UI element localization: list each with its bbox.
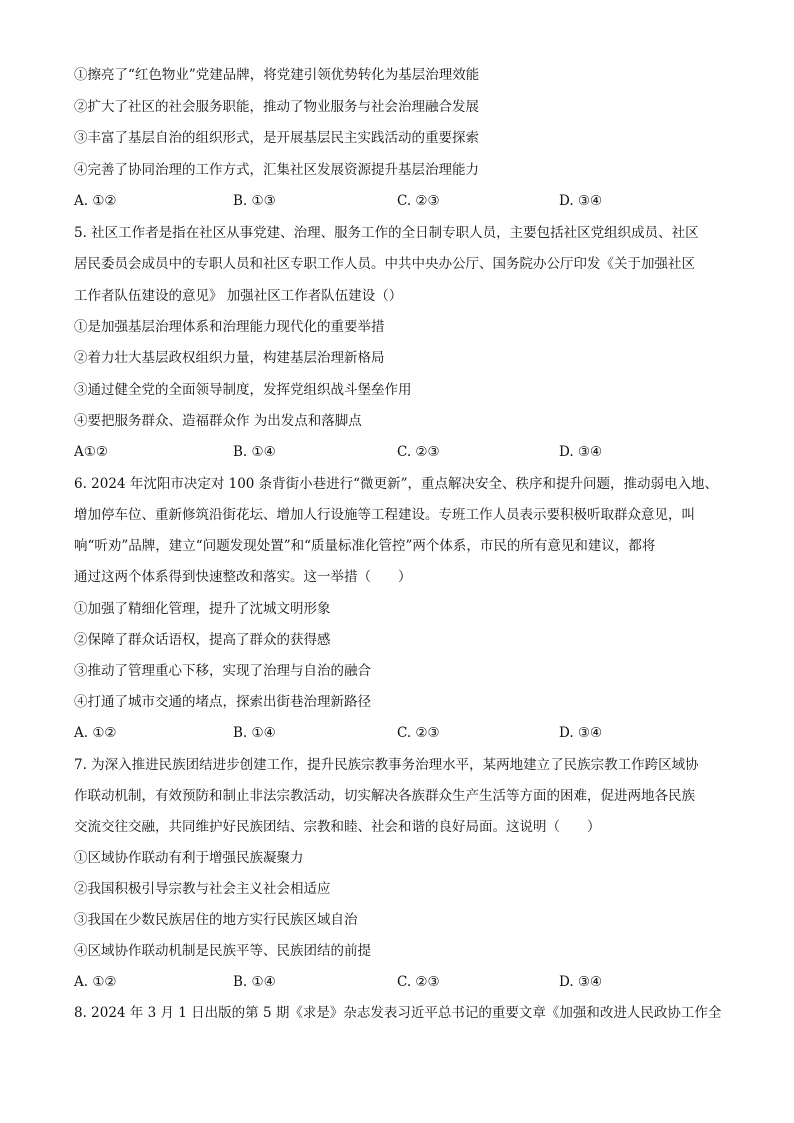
question-6-stem-line: 通过这两个体系得到快速整改和落实。这一举措（ ） <box>74 569 412 585</box>
option-d: D. ③④ <box>559 725 603 741</box>
option-c: C. ②③ <box>397 974 440 990</box>
statement-line: ②扩大了社区的社会服务职能，推动了物业服务与社会治理融合发展 <box>74 99 479 115</box>
option-a: A. ①② <box>74 725 117 741</box>
option-c: C. ②③ <box>397 725 440 741</box>
statement-line: ④完善了协同治理的工作方式，汇集社区发展资源提升基层治理能力 <box>74 162 479 178</box>
option-a: A①② <box>74 444 108 460</box>
statement-line: ④打通了城市交通的堵点，探索出街巷治理新路径 <box>74 694 371 710</box>
statement-line: ③丰富了基层自治的组织形式，是开展基层民主实践活动的重要探索 <box>74 130 479 146</box>
question-7-stem-line: 作联动机制，有效预防和制止非法宗教活动，切实解决各族群众生产生活等方面的困难，促进两地各民族 <box>74 788 695 804</box>
option-b: B. ①④ <box>233 444 276 460</box>
question-7-stem-line: 交流交往交融，共同维护好民族团结、宗教和睦、社会和谐的良好局面。这说明（ ） <box>74 819 601 835</box>
statement-line: ②我国积极引导宗教与社会主义社会相适应 <box>74 881 331 897</box>
option-b: B. ①④ <box>233 974 276 990</box>
question-7-stem-line: 7. 为深入推进民族团结进步创建工作，提升民族宗教事务治理水平，某两地建立了民族宗教工作跨区域协 <box>74 757 699 773</box>
question-6-stem-line: 6. 2024 年沈阳市决定对 100 条背街小巷进行“微更新”，重点解决安全、秩序和提升问题，推动弱电入地、 <box>74 476 718 492</box>
statement-line: ③推动了管理重心下移，实现了治理与自治的融合 <box>74 663 371 679</box>
statement-line: ②保障了群众话语权，提高了群众的获得感 <box>74 632 331 648</box>
option-d: D. ③④ <box>559 444 603 460</box>
statement-line: ①擦亮了“红色物业”党建品牌，将党建引领优势转化为基层治理效能 <box>74 67 480 83</box>
question-6-stem-line: 响“听劝”品牌，建立“问题发现处置”和“质量标准化管控”两个体系，市民的所有意见和建议，都将 <box>74 538 656 554</box>
question-5-stem-line: 5. 社区工作者是指在社区从事党建、治理、服务工作的全日制专职人员，主要包括社区党组织成员、社区 <box>74 225 699 241</box>
option-b: B. ①③ <box>233 193 276 209</box>
answer-options <box>74 724 734 742</box>
answer-options <box>74 192 734 210</box>
statement-line: ①加强了精细化管理，提升了沈城文明形象 <box>74 601 331 617</box>
option-d: D. ③④ <box>559 974 603 990</box>
answer-options <box>74 973 734 991</box>
statement-line: ④要把服务群众、造福群众作 为出发点和落脚点 <box>74 413 362 429</box>
option-b: B. ①④ <box>233 725 276 741</box>
option-a: A. ①② <box>74 974 117 990</box>
statement-line: ④区域协作联动机制是民族平等、民族团结的前提 <box>74 943 371 959</box>
option-c: C. ②③ <box>397 444 440 460</box>
statement-line: ①是加强基层治理体系和治理能力现代化的重要举措 <box>74 319 385 335</box>
statement-line: ②着力壮大基层政权组织力量，构建基层治理新格局 <box>74 350 385 366</box>
question-5-stem-line: 工作者队伍建设的意见》 加强社区工作者队伍建设（） <box>74 288 403 304</box>
statement-line: ①区域协作联动有利于增强民族凝聚力 <box>74 850 304 866</box>
question-8-stem-line: 8. 2024 年 3 月 1 日出版的第 5 期《求是》杂志发表习近平总书记的重要文章《加强和改进人民政协工作全 <box>74 1005 722 1021</box>
option-a: A. ①② <box>74 193 117 209</box>
option-c: C. ②③ <box>397 193 440 209</box>
question-6-stem-line: 增加停车位、重新修筑沿街花坛、增加人行设施等工程建设。专班工作人员表示要积极听取群众意见，叫 <box>74 507 695 523</box>
statement-line: ③通过健全党的全面领导制度，发挥党组织战斗堡垒作用 <box>74 382 412 398</box>
question-5-stem-line: 居民委员会成员中的专职人员和社区专职工作人员。中共中央办公厅、国务院办公厅印发《关于加强社区 <box>74 256 695 272</box>
option-d: D. ③④ <box>559 193 603 209</box>
statement-line: ③我国在少数民族居住的地方实行民族区域自治 <box>74 912 358 928</box>
answer-options <box>74 443 734 461</box>
